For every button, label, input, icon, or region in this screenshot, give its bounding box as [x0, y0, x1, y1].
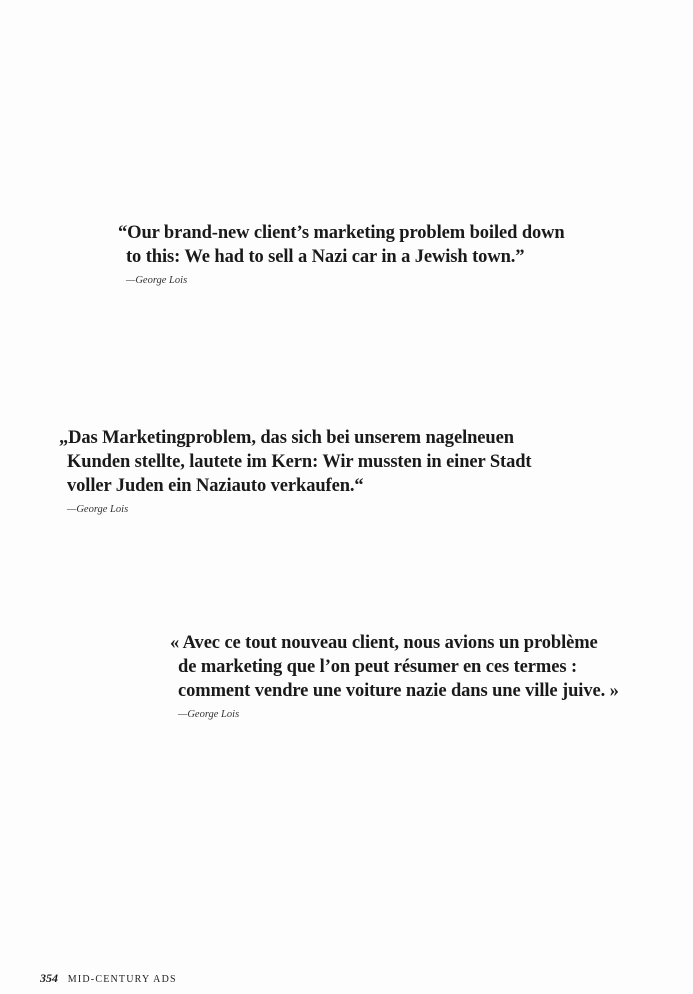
- quote-line: de marketing que l’on peut résumer en ces termes :: [178, 657, 578, 677]
- quote-attribution: —George Lois: [178, 709, 240, 720]
- quote-line: comment vendre une voiture nazie dans une ville juive. »: [178, 681, 619, 701]
- quote-german: [59, 426, 531, 517]
- page-number: 354: [40, 971, 58, 985]
- running-head: MID-CENTURY ADS: [67, 974, 177, 985]
- page-footer: [40, 971, 177, 987]
- quote-line: “Our brand-new client’s marketing problem boiled down: [118, 223, 565, 243]
- quote-attribution: —George Lois: [126, 275, 188, 286]
- quote-line: „Das Marketingproblem, das sich bei unserem nagelneuen: [59, 428, 514, 448]
- quote-english: [118, 221, 565, 288]
- quote-line: « Avec ce tout nouveau client, nous avions un problème: [170, 633, 598, 653]
- quote-line: Kunden stellte, lautete im Kern: Wir mussten in einer Stadt: [67, 452, 532, 472]
- quote-line: to this: We had to sell a Nazi car in a Jewish town.”: [126, 247, 525, 267]
- quote-attribution: —George Lois: [67, 504, 129, 515]
- quote-line: voller Juden ein Naziauto verkaufen.“: [67, 476, 364, 496]
- quote-french: [170, 631, 619, 722]
